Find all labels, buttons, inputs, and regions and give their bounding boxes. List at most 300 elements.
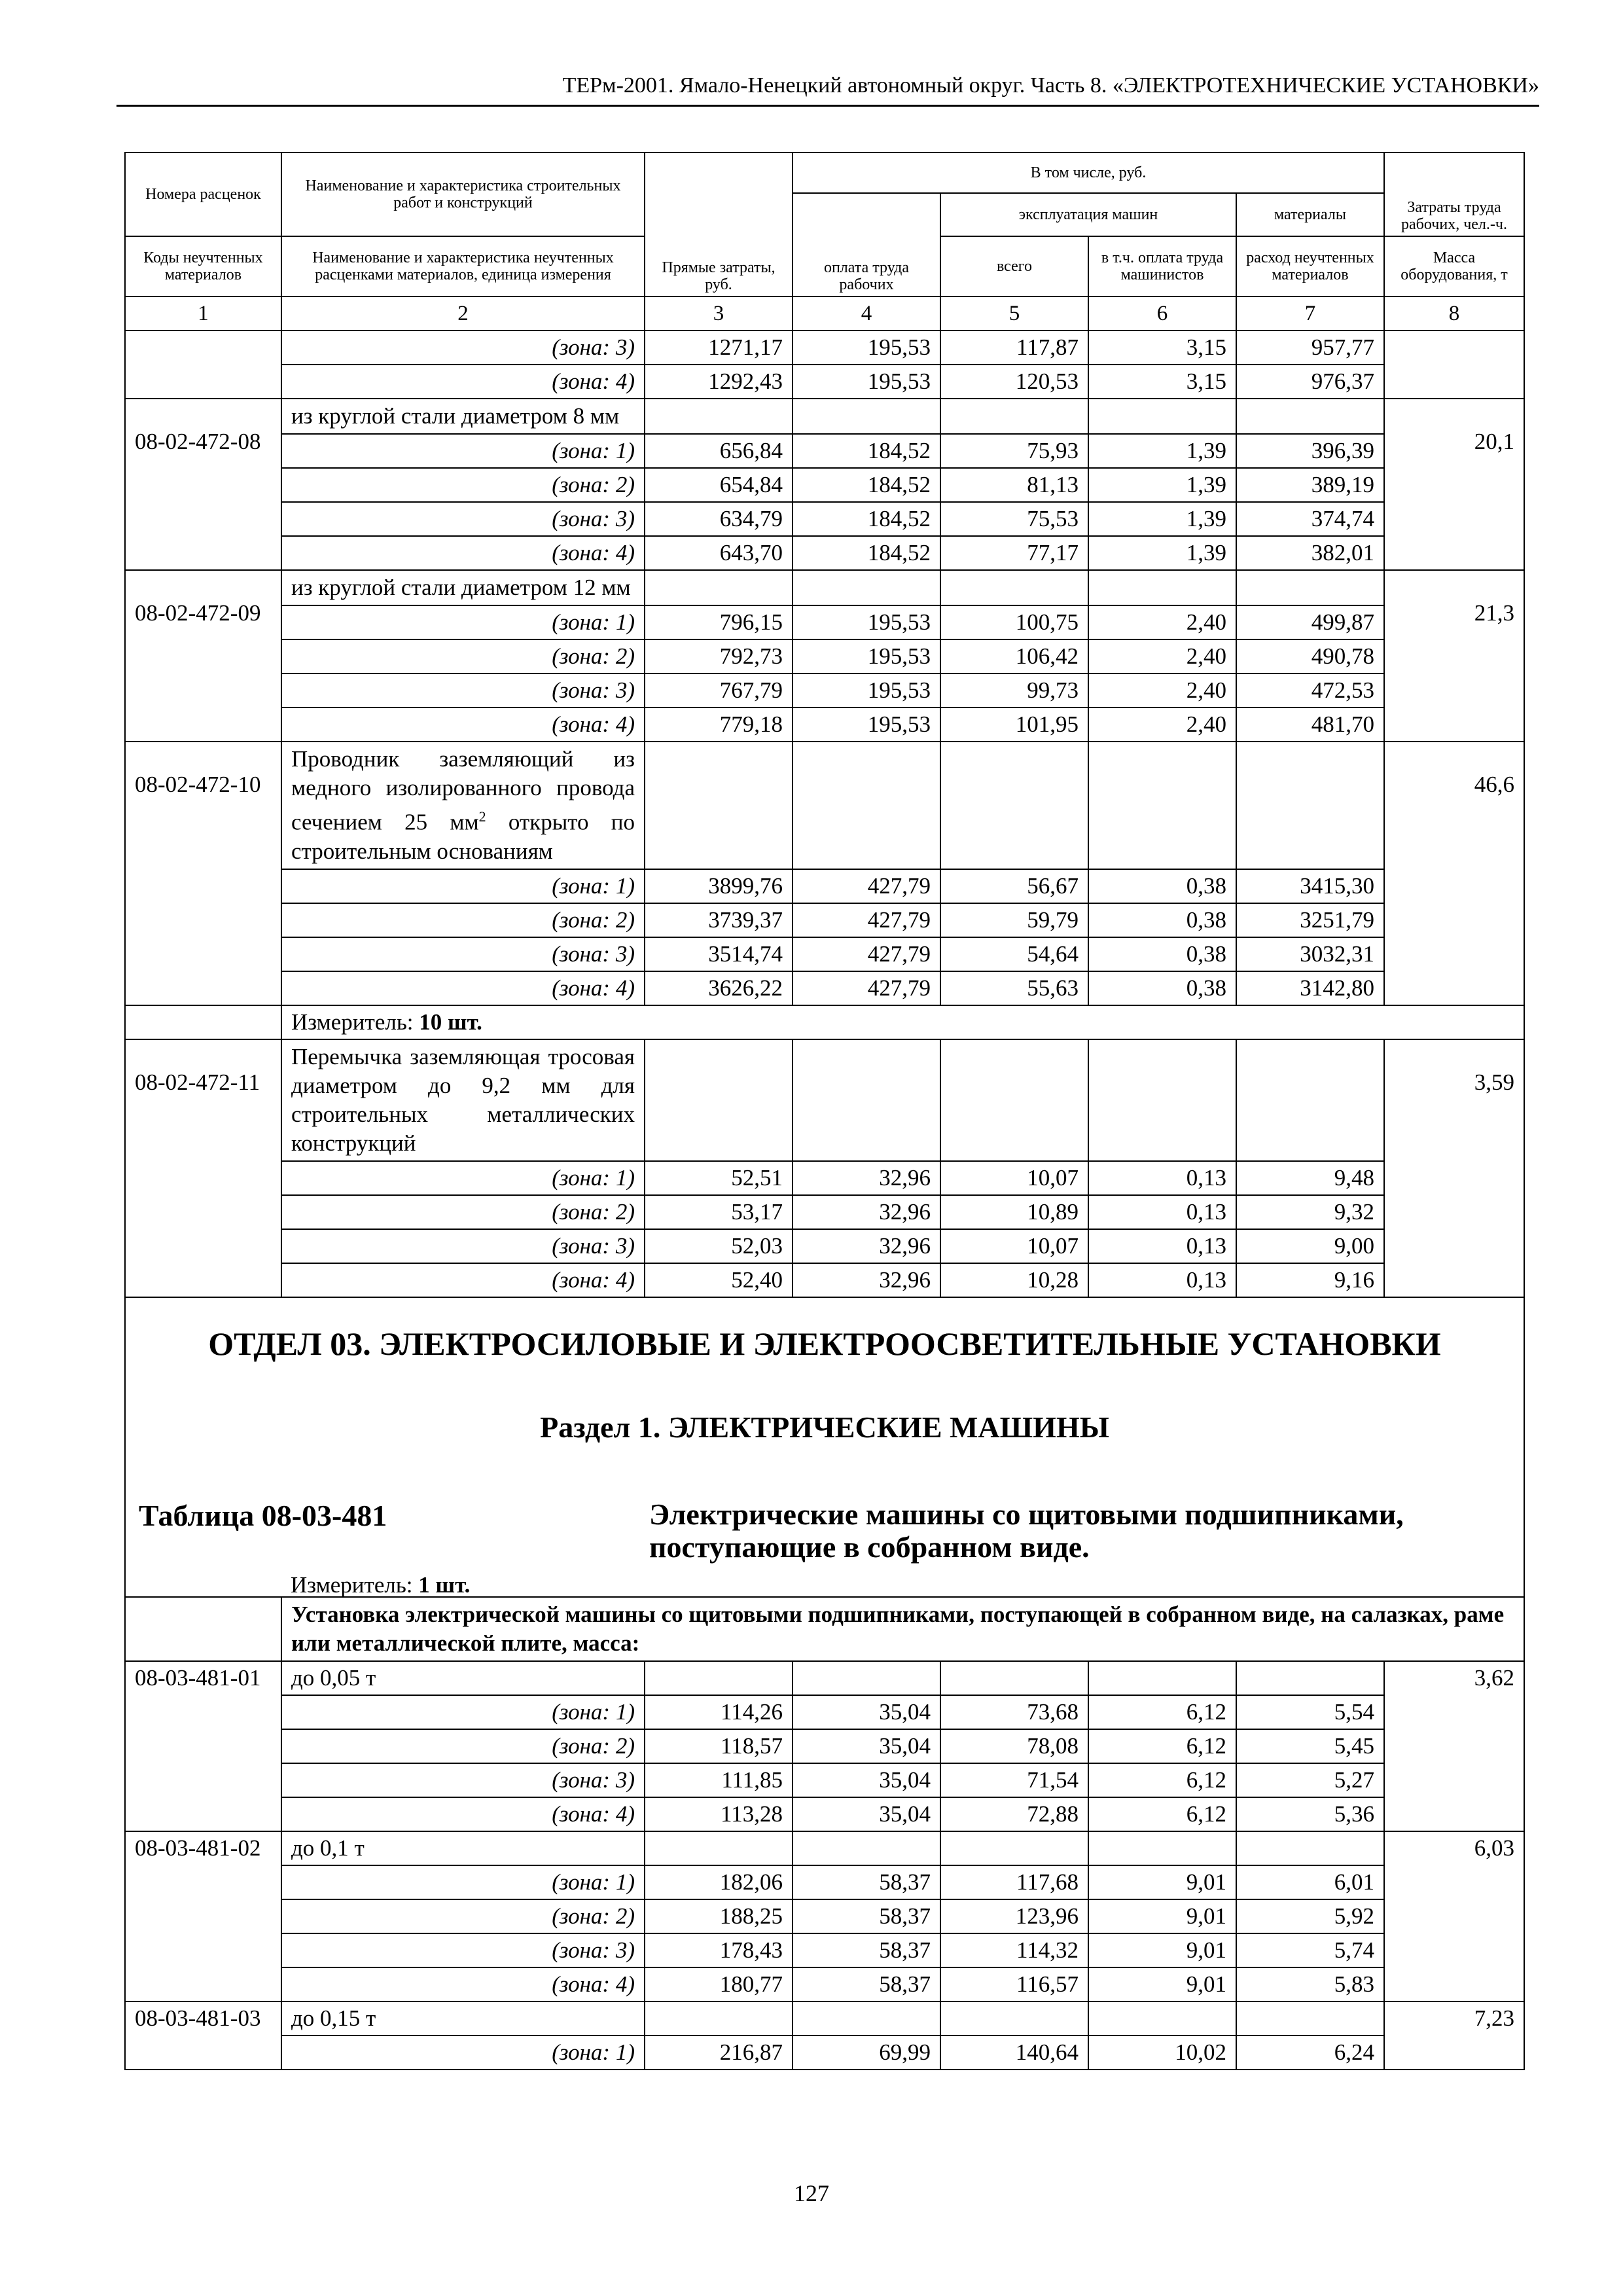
table-row xyxy=(125,903,1524,937)
item-code: 08-02-472-08 xyxy=(125,399,281,570)
item-name-part: открыто по строительным основаниям xyxy=(291,809,635,864)
empty-cell xyxy=(940,2001,1088,2036)
table-row xyxy=(125,1195,1524,1229)
value-cell: 180,77 xyxy=(645,1967,793,2001)
value-cell: 118,57 xyxy=(645,1729,793,1763)
value-cell: 5,36 xyxy=(1236,1797,1384,1831)
measure-value: 1 шт. xyxy=(418,1571,471,1598)
value-cell: 10,89 xyxy=(940,1195,1088,1229)
labor-value: 6,03 xyxy=(1384,1831,1524,2001)
item-title-row xyxy=(125,1661,1524,1695)
labor-cell xyxy=(1384,331,1524,399)
price-table xyxy=(124,152,1525,2070)
value-cell: 35,04 xyxy=(793,1695,940,1729)
item-title-row xyxy=(125,570,1524,605)
item-code: 08-03-481-03 xyxy=(125,2001,281,2070)
value-cell: 5,74 xyxy=(1236,1933,1384,1967)
value-cell: 374,74 xyxy=(1236,502,1384,536)
value-cell: 0,13 xyxy=(1088,1161,1236,1195)
empty-cell xyxy=(1088,399,1236,434)
value-cell: 182,06 xyxy=(645,1865,793,1899)
value-cell: 195,53 xyxy=(793,639,940,673)
value-cell: 32,96 xyxy=(793,1263,940,1297)
empty-cell xyxy=(793,570,940,605)
table-row xyxy=(125,1263,1524,1297)
value-cell: 5,83 xyxy=(1236,1967,1384,2001)
value-cell: 117,87 xyxy=(940,331,1088,365)
value-cell: 1,39 xyxy=(1088,536,1236,570)
table-row xyxy=(125,536,1524,570)
value-cell: 140,64 xyxy=(940,2036,1088,2070)
item-code: 08-02-472-10 xyxy=(125,742,281,1005)
value-cell: 643,70 xyxy=(645,536,793,570)
hdr-col1-top: Номера расценок xyxy=(125,152,281,236)
value-cell: 53,17 xyxy=(645,1195,793,1229)
value-cell: 427,79 xyxy=(793,903,940,937)
zone-label: (зона: 3) xyxy=(281,331,645,365)
value-cell: 195,53 xyxy=(793,708,940,742)
value-cell: 0,38 xyxy=(1088,869,1236,903)
value-cell: 654,84 xyxy=(645,468,793,502)
item-code: 08-02-472-11 xyxy=(125,1039,281,1297)
empty-cell xyxy=(940,570,1088,605)
empty-cell xyxy=(645,1661,793,1695)
hdr-col2-top: Наименование и характеристика строительных работ и конструкций xyxy=(281,152,645,236)
value-cell: 184,52 xyxy=(793,468,940,502)
value-cell: 58,37 xyxy=(793,1865,940,1899)
table-row xyxy=(125,937,1524,971)
value-cell: 58,37 xyxy=(793,1899,940,1933)
value-cell: 0,13 xyxy=(1088,1195,1236,1229)
hdr-machines: эксплуатация машин xyxy=(940,193,1236,236)
empty-cell xyxy=(1088,1039,1236,1161)
header-rule xyxy=(116,105,1539,107)
col-number: 5 xyxy=(940,296,1088,331)
col-number: 7 xyxy=(1236,296,1384,331)
empty-cell xyxy=(793,742,940,869)
value-cell: 9,01 xyxy=(1088,1899,1236,1933)
value-cell: 3,15 xyxy=(1088,331,1236,365)
zone-label: (зона: 4) xyxy=(281,971,645,1005)
empty-cell xyxy=(645,742,793,869)
empty-cell xyxy=(940,1039,1088,1161)
zone-label: (зона: 3) xyxy=(281,1933,645,1967)
hdr-col2-bottom: Наименование и характеристика неучтенных расценками материалов, единица измерения xyxy=(281,236,645,296)
value-cell: 195,53 xyxy=(793,605,940,639)
zone-label: (зона: 1) xyxy=(281,605,645,639)
empty-cell xyxy=(1088,2001,1236,2036)
table-row xyxy=(125,869,1524,903)
value-cell: 481,70 xyxy=(1236,708,1384,742)
table-row xyxy=(125,1899,1524,1933)
value-cell: 634,79 xyxy=(645,502,793,536)
value-cell: 1271,17 xyxy=(645,331,793,365)
item-code: 08-03-481-02 xyxy=(125,1831,281,2001)
table-caption xyxy=(126,1498,1524,1596)
value-cell: 10,07 xyxy=(940,1161,1088,1195)
measure-label: Измеритель: xyxy=(291,1571,419,1598)
value-cell: 55,63 xyxy=(940,971,1088,1005)
value-cell: 78,08 xyxy=(940,1729,1088,1763)
value-cell: 35,04 xyxy=(793,1763,940,1797)
install-desc: Установка электрической машины со щитовыми подшипниками, поступающей в собранном виде, на салазках, раме или металлической плите, масса: xyxy=(281,1597,1524,1661)
measure-value: 10 шт. xyxy=(419,1009,482,1035)
empty-cell xyxy=(1236,399,1384,434)
table-row xyxy=(125,1229,1524,1263)
value-cell: 56,67 xyxy=(940,869,1088,903)
table-title: Электрические машины со щитовыми подшипниками, поступающие в собранном виде. xyxy=(649,1497,1404,1564)
value-cell: 3,15 xyxy=(1088,365,1236,399)
value-cell: 6,12 xyxy=(1088,1797,1236,1831)
value-cell: 120,53 xyxy=(940,365,1088,399)
hdr-materials: материалы xyxy=(1236,193,1384,236)
table-row xyxy=(125,434,1524,468)
value-cell: 3899,76 xyxy=(645,869,793,903)
table-row xyxy=(125,1797,1524,1831)
item-name: из круглой стали диаметром 8 мм xyxy=(281,399,645,434)
value-cell: 1,39 xyxy=(1088,434,1236,468)
empty-cell xyxy=(645,2001,793,2036)
value-cell: 59,79 xyxy=(940,903,1088,937)
value-cell: 52,40 xyxy=(645,1263,793,1297)
table-row xyxy=(125,673,1524,708)
hdr-col6: в т.ч. оплата труда машинистов xyxy=(1088,236,1236,296)
value-cell: 35,04 xyxy=(793,1797,940,1831)
col-number: 3 xyxy=(645,296,793,331)
value-cell: 9,00 xyxy=(1236,1229,1384,1263)
empty-cell xyxy=(645,1831,793,1865)
table-row xyxy=(125,1161,1524,1195)
value-cell: 123,96 xyxy=(940,1899,1088,1933)
value-cell: 767,79 xyxy=(645,673,793,708)
value-cell: 117,68 xyxy=(940,1865,1088,1899)
code-cell xyxy=(125,331,281,399)
page-number: 127 xyxy=(794,2180,829,2206)
value-cell: 35,04 xyxy=(793,1729,940,1763)
install-desc-row xyxy=(125,1597,1524,1661)
labor-value: 7,23 xyxy=(1384,2001,1524,2070)
table-row xyxy=(125,468,1524,502)
table-row xyxy=(125,365,1524,399)
value-cell: 195,53 xyxy=(793,673,940,708)
value-cell: 976,37 xyxy=(1236,365,1384,399)
measure-label: Измеритель: xyxy=(291,1009,419,1035)
empty-cell xyxy=(1088,742,1236,869)
value-cell: 382,01 xyxy=(1236,536,1384,570)
value-cell: 472,53 xyxy=(1236,673,1384,708)
empty-cell xyxy=(793,2001,940,2036)
table-row xyxy=(125,708,1524,742)
value-cell: 2,40 xyxy=(1088,639,1236,673)
table-row xyxy=(125,1729,1524,1763)
zone-label: (зона: 4) xyxy=(281,1967,645,2001)
empty-cell xyxy=(940,742,1088,869)
zone-label: (зона: 3) xyxy=(281,673,645,708)
item-name xyxy=(281,742,645,869)
value-cell: 957,77 xyxy=(1236,331,1384,365)
empty-cell xyxy=(645,399,793,434)
running-header: ТЕРм-2001. Ямало-Ненецкий автономный округ. Часть 8. «ЭЛЕКТРОТЕХНИЧЕСКИЕ УСТАНОВКИ» xyxy=(562,73,1539,98)
value-cell: 5,92 xyxy=(1236,1899,1384,1933)
value-cell: 178,43 xyxy=(645,1933,793,1967)
value-cell: 184,52 xyxy=(793,434,940,468)
table-row xyxy=(125,639,1524,673)
empty-cell xyxy=(1236,570,1384,605)
table-row xyxy=(125,1967,1524,2001)
item-name: из круглой стали диаметром 12 мм xyxy=(281,570,645,605)
value-cell: 100,75 xyxy=(940,605,1088,639)
value-cell: 10,28 xyxy=(940,1263,1088,1297)
value-cell: 184,52 xyxy=(793,536,940,570)
zone-label: (зона: 4) xyxy=(281,1797,645,1831)
empty-cell xyxy=(940,1831,1088,1865)
value-cell: 32,96 xyxy=(793,1229,940,1263)
hdr-col8-top: Затраты труда рабочих, чел.-ч. xyxy=(1384,152,1524,236)
measure-row xyxy=(125,1005,1524,1039)
value-cell: 54,64 xyxy=(940,937,1088,971)
zone-label: (зона: 2) xyxy=(281,1729,645,1763)
zone-label: (зона: 2) xyxy=(281,903,645,937)
item-title-row xyxy=(125,2001,1524,2036)
value-cell: 116,57 xyxy=(940,1967,1088,2001)
item-name-sup: 2 xyxy=(478,808,486,825)
empty-cell xyxy=(1088,1661,1236,1695)
value-cell: 3514,74 xyxy=(645,937,793,971)
value-cell: 0,38 xyxy=(1088,903,1236,937)
table-row xyxy=(125,1933,1524,1967)
value-cell: 32,96 xyxy=(793,1161,940,1195)
value-cell: 0,38 xyxy=(1088,971,1236,1005)
value-cell: 32,96 xyxy=(793,1195,940,1229)
value-cell: 101,95 xyxy=(940,708,1088,742)
labor-value: 46,6 xyxy=(1384,742,1524,1005)
value-cell: 9,01 xyxy=(1088,1967,1236,2001)
value-cell: 81,13 xyxy=(940,468,1088,502)
value-cell: 427,79 xyxy=(793,971,940,1005)
otdel-title: ОТДЕЛ 03. ЭЛЕКТРОСИЛОВЫЕ И ЭЛЕКТРООСВЕТИТЕЛЬНЫЕ УСТАНОВКИ xyxy=(208,1325,1441,1362)
value-cell: 3032,31 xyxy=(1236,937,1384,971)
zone-label: (зона: 2) xyxy=(281,639,645,673)
table-row xyxy=(125,1763,1524,1797)
empty-cell xyxy=(1236,1831,1384,1865)
zone-label: (зона: 4) xyxy=(281,365,645,399)
hdr-incl: В том числе, руб. xyxy=(793,152,1384,193)
table-id: Таблица 08-03-481 xyxy=(139,1498,387,1532)
value-cell: 656,84 xyxy=(645,434,793,468)
empty-cell xyxy=(645,1039,793,1161)
value-cell: 3251,79 xyxy=(1236,903,1384,937)
value-cell: 2,40 xyxy=(1088,673,1236,708)
value-cell: 1,39 xyxy=(1088,502,1236,536)
empty-cell xyxy=(1088,570,1236,605)
table-row xyxy=(125,605,1524,639)
item-title-row xyxy=(125,399,1524,434)
table-row xyxy=(125,1695,1524,1729)
col-number: 8 xyxy=(1384,296,1524,331)
zone-label: (зона: 1) xyxy=(281,1161,645,1195)
value-cell: 9,01 xyxy=(1088,1933,1236,1967)
razdel-title: Раздел 1. ЭЛЕКТРИЧЕСКИЕ МАШИНЫ xyxy=(540,1410,1109,1444)
value-cell: 796,15 xyxy=(645,605,793,639)
item-code: 08-02-472-09 xyxy=(125,570,281,742)
value-cell: 0,13 xyxy=(1088,1229,1236,1263)
labor-value: 20,1 xyxy=(1384,399,1524,570)
labor-value: 3,62 xyxy=(1384,1661,1524,1831)
zone-label: (зона: 3) xyxy=(281,1229,645,1263)
value-cell: 6,24 xyxy=(1236,2036,1384,2070)
hdr-col5: всего xyxy=(940,236,1088,296)
empty-cell xyxy=(125,1005,281,1039)
value-cell: 106,42 xyxy=(940,639,1088,673)
empty-cell xyxy=(1236,1039,1384,1161)
zone-label: (зона: 4) xyxy=(281,536,645,570)
zone-label: (зона: 3) xyxy=(281,1763,645,1797)
zone-label: (зона: 1) xyxy=(281,1695,645,1729)
empty-cell xyxy=(645,570,793,605)
value-cell: 1,39 xyxy=(1088,468,1236,502)
empty-cell xyxy=(793,1831,940,1865)
value-cell: 2,40 xyxy=(1088,605,1236,639)
empty-cell xyxy=(1236,742,1384,869)
value-cell: 114,32 xyxy=(940,1933,1088,1967)
section-row xyxy=(125,1297,1524,1597)
zone-label: (зона: 1) xyxy=(281,2036,645,2070)
value-cell: 10,07 xyxy=(940,1229,1088,1263)
value-cell: 2,40 xyxy=(1088,708,1236,742)
zone-label: (зона: 1) xyxy=(281,1865,645,1899)
value-cell: 52,03 xyxy=(645,1229,793,1263)
item-code: 08-03-481-01 xyxy=(125,1661,281,1831)
value-cell: 10,02 xyxy=(1088,2036,1236,2070)
item-name-part: Проводник заземляющий из медного изолированного провода сечением 25 мм xyxy=(291,746,635,835)
zone-label: (зона: 2) xyxy=(281,468,645,502)
labor-value: 21,3 xyxy=(1384,570,1524,742)
empty-cell xyxy=(940,399,1088,434)
value-cell: 490,78 xyxy=(1236,639,1384,673)
value-cell: 184,52 xyxy=(793,502,940,536)
zone-label: (зона: 2) xyxy=(281,1195,645,1229)
value-cell: 71,54 xyxy=(940,1763,1088,1797)
value-cell: 75,53 xyxy=(940,502,1088,536)
value-cell: 3142,80 xyxy=(1236,971,1384,1005)
value-cell: 99,73 xyxy=(940,673,1088,708)
value-cell: 427,79 xyxy=(793,869,940,903)
value-cell: 113,28 xyxy=(645,1797,793,1831)
value-cell: 111,85 xyxy=(645,1763,793,1797)
value-cell: 195,53 xyxy=(793,365,940,399)
value-cell: 9,48 xyxy=(1236,1161,1384,1195)
value-cell: 792,73 xyxy=(645,639,793,673)
value-cell: 77,17 xyxy=(940,536,1088,570)
value-cell: 52,51 xyxy=(645,1161,793,1195)
value-cell: 58,37 xyxy=(793,1967,940,2001)
value-cell: 6,12 xyxy=(1088,1763,1236,1797)
empty-cell xyxy=(1236,2001,1384,2036)
value-cell: 779,18 xyxy=(645,708,793,742)
value-cell: 195,53 xyxy=(793,331,940,365)
col-number: 6 xyxy=(1088,296,1236,331)
zone-label: (зона: 1) xyxy=(281,869,645,903)
zone-label: (зона: 4) xyxy=(281,708,645,742)
value-cell: 114,26 xyxy=(645,1695,793,1729)
value-cell: 69,99 xyxy=(793,2036,940,2070)
zone-label: (зона: 2) xyxy=(281,1899,645,1933)
table-row xyxy=(125,971,1524,1005)
value-cell: 499,87 xyxy=(1236,605,1384,639)
empty-cell xyxy=(793,1039,940,1161)
col-number: 2 xyxy=(281,296,645,331)
value-cell: 5,45 xyxy=(1236,1729,1384,1763)
hdr-col8-bottom: Масса оборудования, т xyxy=(1384,236,1524,296)
labor-value: 3,59 xyxy=(1384,1039,1524,1297)
hdr-col3: Прямые затраты, руб. xyxy=(645,152,793,296)
measure-cell xyxy=(281,1005,1524,1039)
value-cell: 5,54 xyxy=(1236,1695,1384,1729)
section-cell xyxy=(125,1297,1524,1597)
value-cell: 0,13 xyxy=(1088,1263,1236,1297)
zone-label: (зона: 1) xyxy=(281,434,645,468)
item-title-row xyxy=(125,1831,1524,1865)
empty-cell xyxy=(940,1661,1088,1695)
value-cell: 6,12 xyxy=(1088,1695,1236,1729)
value-cell: 6,12 xyxy=(1088,1729,1236,1763)
value-cell: 72,88 xyxy=(940,1797,1088,1831)
hdr-col4: оплата труда рабочих xyxy=(793,193,940,296)
value-cell: 58,37 xyxy=(793,1933,940,1967)
empty-cell xyxy=(793,1661,940,1695)
col-number: 4 xyxy=(793,296,940,331)
value-cell: 1292,43 xyxy=(645,365,793,399)
value-cell: 9,32 xyxy=(1236,1195,1384,1229)
hdr-col1-bottom: Коды неучтенных материалов xyxy=(125,236,281,296)
empty-cell xyxy=(125,1597,281,1661)
item-name: Перемычка заземляющая тросовая диаметром до 9,2 мм для строительных металлических конструкций xyxy=(281,1039,645,1161)
empty-cell xyxy=(1236,1661,1384,1695)
item-title-row xyxy=(125,742,1524,869)
value-cell: 3415,30 xyxy=(1236,869,1384,903)
col-number: 1 xyxy=(125,296,281,331)
table-row xyxy=(125,2036,1524,2070)
value-cell: 9,01 xyxy=(1088,1865,1236,1899)
value-cell: 73,68 xyxy=(940,1695,1088,1729)
hdr-col7: расход неучтенных материалов xyxy=(1236,236,1384,296)
zone-label: (зона: 4) xyxy=(281,1263,645,1297)
value-cell: 3739,37 xyxy=(645,903,793,937)
table-row xyxy=(125,1865,1524,1899)
zone-label: (зона: 3) xyxy=(281,937,645,971)
item-name: до 0,05 т xyxy=(281,1661,645,1695)
value-cell: 5,27 xyxy=(1236,1763,1384,1797)
value-cell: 75,93 xyxy=(940,434,1088,468)
item-name: до 0,1 т xyxy=(281,1831,645,1865)
zone-label: (зона: 3) xyxy=(281,502,645,536)
item-title-row xyxy=(125,1039,1524,1161)
value-cell: 6,01 xyxy=(1236,1865,1384,1899)
measure-line xyxy=(291,1569,470,1602)
table-row xyxy=(125,331,1524,365)
value-cell: 3626,22 xyxy=(645,971,793,1005)
value-cell: 188,25 xyxy=(645,1899,793,1933)
value-cell: 389,19 xyxy=(1236,468,1384,502)
value-cell: 9,16 xyxy=(1236,1263,1384,1297)
value-cell: 0,38 xyxy=(1088,937,1236,971)
table-row xyxy=(125,502,1524,536)
item-name: до 0,15 т xyxy=(281,2001,645,2036)
empty-cell xyxy=(793,399,940,434)
value-cell: 396,39 xyxy=(1236,434,1384,468)
value-cell: 216,87 xyxy=(645,2036,793,2070)
value-cell: 427,79 xyxy=(793,937,940,971)
